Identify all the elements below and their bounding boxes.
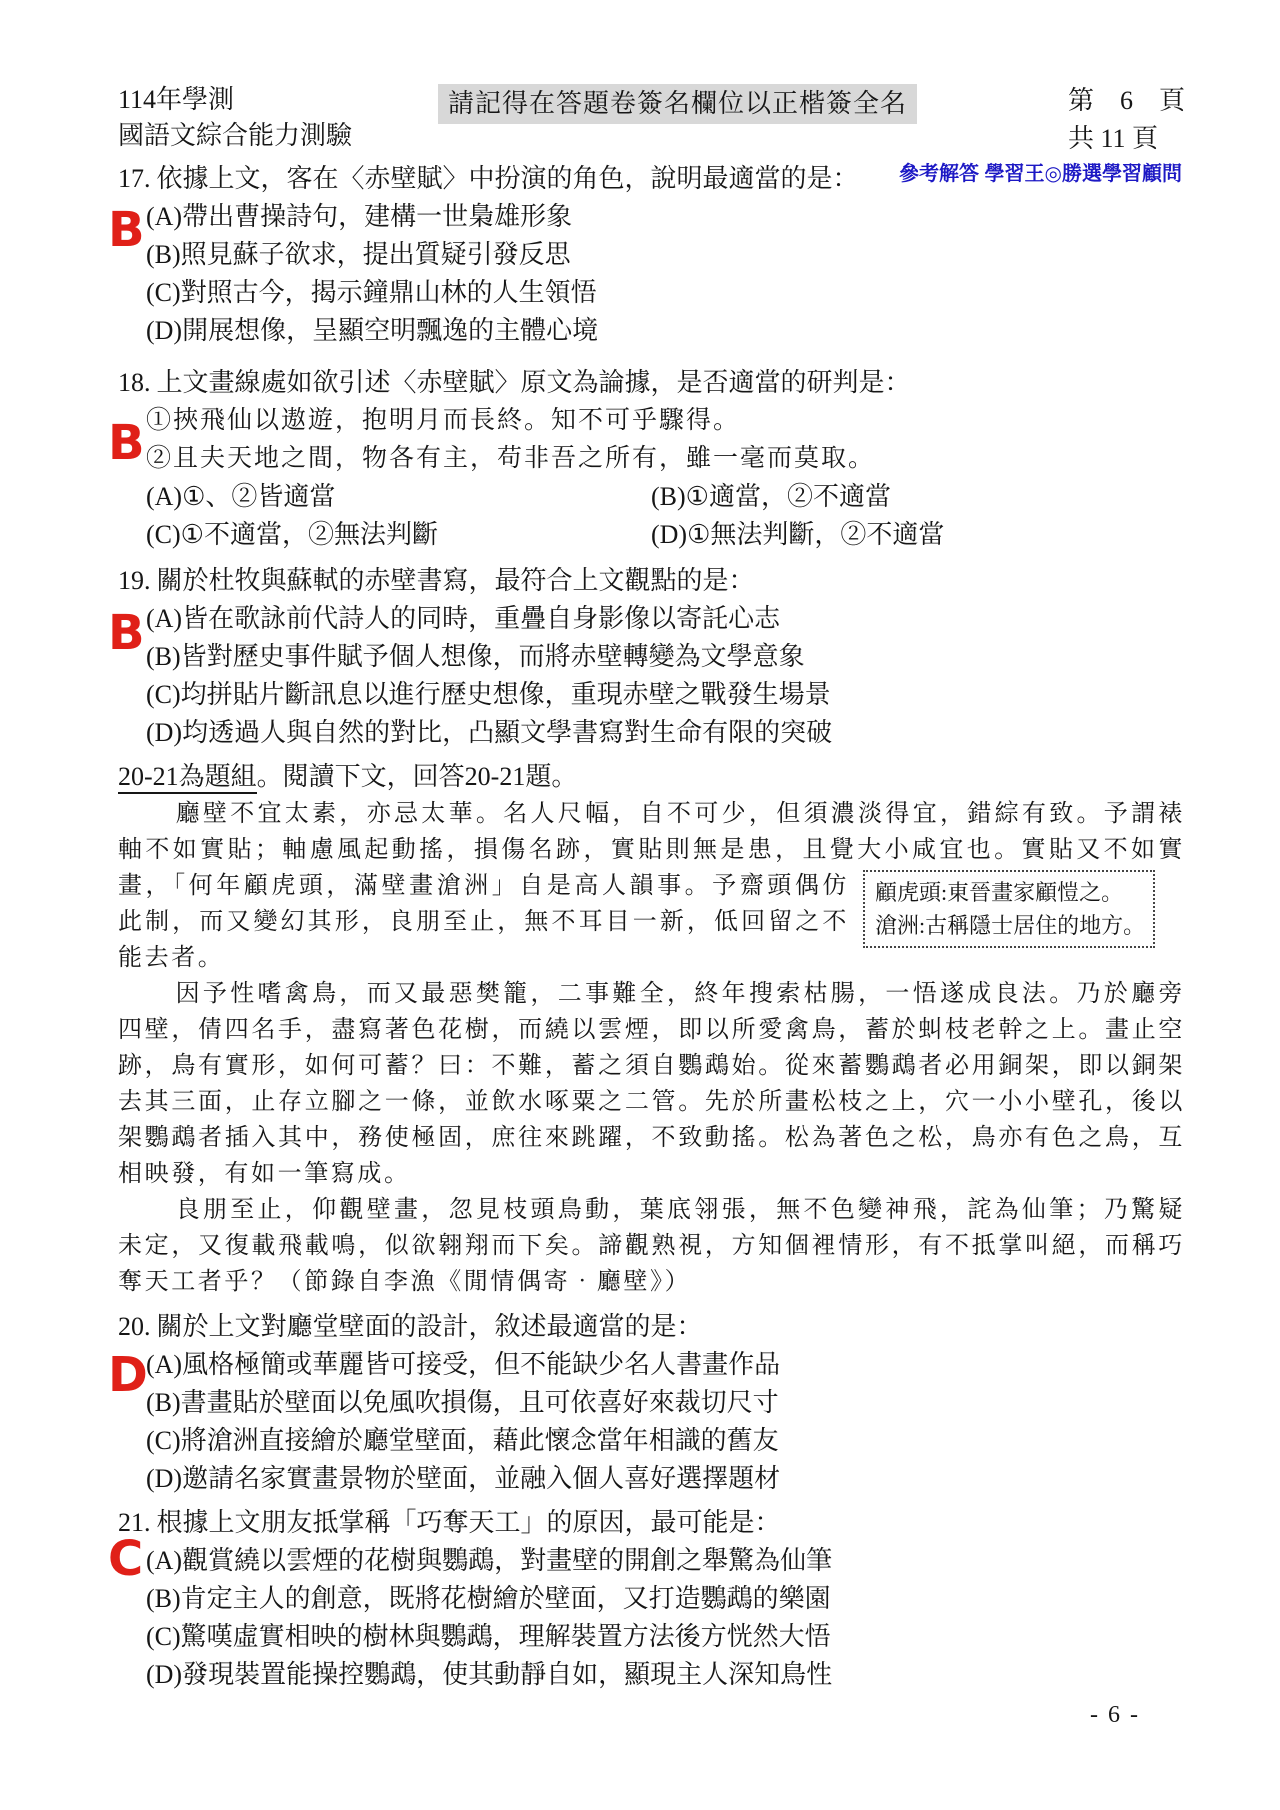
option: (D)①無法判斷，②不適當 <box>651 520 945 549</box>
gloss-note-box <box>863 870 1155 948</box>
question-group-header: 20-21為題組。閱讀下文，回答20-21題。 <box>118 758 1185 796</box>
question-18-options <box>146 478 1185 554</box>
option: (D)開展想像，呈顯空明飄逸的主體心境 <box>146 316 599 345</box>
question-19-number: 19. <box>118 566 151 595</box>
option: (C)將滄洲直接繪於廳堂壁面，藉此懷念當年相識的舊友 <box>146 1426 779 1455</box>
question-19-options <box>146 600 1185 752</box>
option: (A)觀賞繞以雲煙的花樹與鸚鵡，對畫壁的開創之舉驚為仙筆 <box>146 1546 833 1575</box>
option: (D)邀請名家實畫景物於壁面，並融入個人喜好選擇題材 <box>146 1464 781 1493</box>
question-17-stem: 17. 依據上文，客在〈赤壁賦〉中扮演的角色，說明最適當的是： <box>118 164 859 193</box>
answer-marker-q17: B <box>108 202 145 258</box>
option: (B)皆對歷史事件賦予個人想像，而將赤壁轉變為文學意象 <box>146 642 805 671</box>
question-17 <box>108 160 1185 350</box>
option: (C)①不適當，②無法判斷 <box>146 520 438 549</box>
question-20 <box>108 1308 1185 1498</box>
question-19-stem: 19. 關於杜牧與蘇軾的赤壁書寫，最符合上文觀點的是： <box>118 566 755 595</box>
option: (A)①、②皆適當 <box>146 482 336 511</box>
gloss-line: 滄洲:古稱隱士居住的地方。 <box>875 913 1146 938</box>
statement-1: ①挾飛仙以遨遊，抱明月而長終。知不可乎驟得。 <box>146 407 741 434</box>
passage-paragraph-1: 廳壁不宜太素，亦忌太華。名人尺幅，自不可少，但須濃淡得宜，錯綜有致。予謂裱軸不如實貼；軸慮風起動搖，損傷名跡，實貼則無是患，且覺大小咸宜也。實貼 顧虎頭:東晉畫家顧愷之。 滄洲:古稱隱士居住的地方。 又不如實畫，「何年顧虎頭，滿壁畫滄洲」自是高人韻事。予齋頭偶仿此制，而又變幻其形，良朋至止，無不耳目一新，低回留之不能去者。 <box>118 801 1186 971</box>
answer-marker-q20: D <box>108 1347 148 1403</box>
option: (B)照見蘇子欲求，提出質疑引發反思 <box>146 240 571 269</box>
option: (A)帶出曹操詩句，建構一世梟雄形象 <box>146 202 573 231</box>
page-number-block <box>1068 82 1185 158</box>
gloss-line: 顧虎頭:東晉畫家顧愷之。 <box>875 880 1124 905</box>
question-21-stem: 21. 根據上文朋友抵掌稱「巧奪天工」的原因，最可能是： <box>118 1508 781 1537</box>
page-header <box>118 82 1185 154</box>
option: (C)對照古今，揭示鐘鼎山林的人生領悟 <box>146 278 597 307</box>
group-range: 20-21為題組 <box>118 762 257 794</box>
question-18 <box>108 364 1185 554</box>
question-18-statements <box>146 402 1185 478</box>
question-17-number: 17. <box>118 164 151 193</box>
page-total: 共 11 頁 <box>1067 124 1159 153</box>
question-21 <box>108 1504 1185 1694</box>
option: (B)肯定主人的創意，既將花樹繪於壁面，又打造鸚鵡的樂園 <box>146 1584 831 1613</box>
option: (C)均拼貼片斷訊息以進行歷史想像，重現赤壁之戰發生場景 <box>146 680 831 709</box>
page-current: 第 6 頁 <box>1067 86 1185 115</box>
answer-key-watermark: 參考解答 學習王◎勝選學習顧問 <box>898 163 1182 185</box>
answer-marker-q21: C <box>108 1531 144 1587</box>
exam-year: 114年學測 <box>118 85 235 114</box>
exam-subject: 國語文綜合能力測驗 <box>118 121 353 150</box>
question-18-stem: 18. 上文畫線處如欲引述〈赤壁賦〉原文為論據，是否適當的研判是： <box>118 368 911 397</box>
option: (A)皆在歌詠前代詩人的同時，重疊自身影像以寄託心志 <box>146 604 781 633</box>
exam-title <box>118 82 386 154</box>
signature-notice: 請記得在答題卷簽名欄位以正楷簽全名 <box>438 84 917 124</box>
question-21-number: 21. <box>118 1508 151 1537</box>
question-19 <box>108 562 1185 752</box>
question-20-options <box>146 1346 1185 1498</box>
answer-marker-q19: B <box>108 605 145 661</box>
passage-paragraph-2: 因予性嗜禽鳥，而又最惡樊籠，二事難全，終年搜索枯腸，一悟遂成良法。乃於廳旁四壁，倩四名手，盡寫著色花樹，而繞以雲煙，即以所愛禽鳥，蓄於虯枝老幹之上。畫止空跡，鳥有實形，如何可蓄？曰：不難，蓄之須自鸚鵡始。從來蓄鸚鵡者必用銅架，即以銅架去其三面，止存立腳之一條，並飲水啄粟之二管。先於所畫松枝之上，穴一小小壁孔，後以架鸚鵡者插入其中，務使極固，庶往來跳躍，不致動搖。松為著色之松，鳥亦有色之鳥，互相映發，有如一筆寫成。 <box>118 981 1185 1187</box>
option: (B)①適當，②不適當 <box>651 482 891 511</box>
question-20-stem: 20. 關於上文對廳堂壁面的設計，敘述最適當的是： <box>118 1312 703 1341</box>
question-20-number: 20. <box>118 1312 151 1341</box>
question-21-options <box>146 1542 1185 1694</box>
reading-passage <box>118 796 1185 1300</box>
option: (D)均透過人與自然的對比，凸顯文學書寫對生命有限的突破 <box>146 718 833 747</box>
question-18-number: 18. <box>118 368 151 397</box>
option: (A)風格極簡或華麗皆可接受，但不能缺少名人書畫作品 <box>146 1350 781 1379</box>
answer-marker-q18: B <box>108 415 145 471</box>
page-footer-number: - 6 - <box>1090 1702 1140 1728</box>
option: (B)書畫貼於壁面以免風吹損傷，且可依喜好來裁切尺寸 <box>146 1388 779 1417</box>
passage-paragraph-3: 良朋至止，仰觀壁畫，忽見枝頭鳥動，葉底翎張，無不色變神飛，詫為仙筆；乃驚疑未定，又復載飛載鳴，似欲翱翔而下矣。諦觀熟視，方知個裡情形，有不抵掌叫絕，而稱巧奪天工者乎？（節錄自李漁《閒情偶寄‧廳壁》） <box>118 1197 1185 1295</box>
statement-2: ②且夫天地之間，物各有主，苟非吾之所有，雖一毫而莫取。 <box>146 445 876 472</box>
question-17-options <box>146 198 1185 350</box>
option: (C)驚嘆虛實相映的樹林與鸚鵡，理解裝置方法後方恍然大悟 <box>146 1622 831 1651</box>
option: (D)發現裝置能操控鸚鵡，使其動靜自如，顯現主人深知鳥性 <box>146 1660 833 1689</box>
